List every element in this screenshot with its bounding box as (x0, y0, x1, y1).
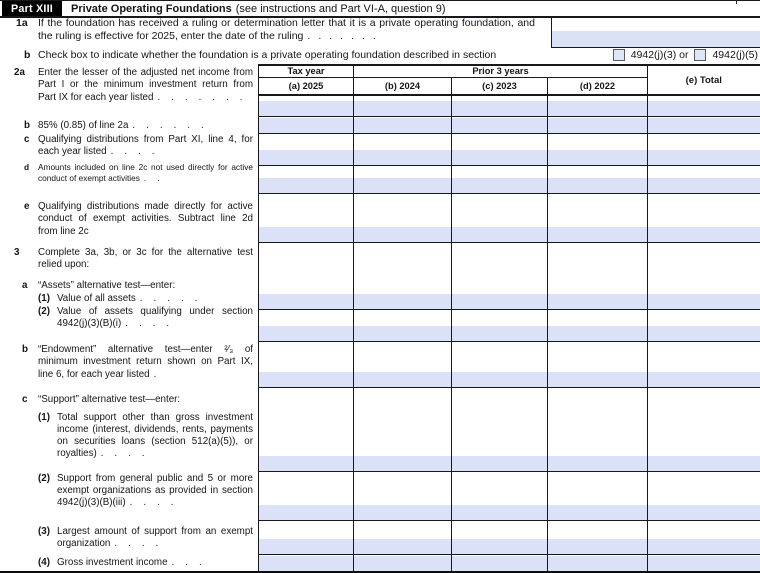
field-3c4-c[interactable] (452, 556, 547, 571)
cell-3c1-a (259, 388, 354, 471)
field-3a2-e[interactable] (648, 326, 760, 341)
cell-3a2-b (354, 310, 452, 341)
table-body (259, 96, 760, 572)
cell-2d-a (259, 166, 354, 193)
cell-3c3-c (452, 521, 548, 554)
checkbox-4942j3[interactable] (613, 49, 625, 61)
cell-3c2-c (452, 472, 548, 520)
cell-2a-a (259, 96, 354, 116)
cell-3c4-e (648, 555, 760, 571)
field-2d-d[interactable] (548, 178, 647, 193)
dot-leader: ....... (157, 91, 254, 103)
cell-2c-d (548, 134, 648, 165)
cell-2b-d (548, 117, 648, 133)
cell-2e-b (354, 194, 452, 242)
cell-2c-b (354, 134, 452, 165)
field-3b-d[interactable] (548, 372, 647, 387)
cell-3b-b (354, 342, 452, 387)
part-title: Private Operating Foundations (71, 2, 232, 15)
field-3c2-b[interactable] (354, 505, 451, 520)
row-num-3a: a (22, 280, 28, 291)
cell-3a1-e (648, 243, 760, 309)
col-header-tax-year: Tax year (259, 66, 354, 78)
field-3b-a[interactable] (259, 372, 353, 387)
field-2e-e[interactable] (648, 227, 760, 242)
cell-2b-e (648, 117, 760, 133)
field-2c-d[interactable] (548, 150, 647, 165)
field-3b-c[interactable] (452, 372, 547, 387)
cell-2b-b (354, 117, 452, 133)
cell-3a2-a (259, 310, 354, 341)
field-3c4-e[interactable] (648, 556, 760, 571)
col-header-d-2022: (d) 2022 (548, 78, 648, 95)
dot-leader: ..... (139, 293, 209, 304)
dot-leader: .... (125, 318, 181, 330)
field-2c-e[interactable] (648, 150, 760, 165)
operating-foundation-table (258, 64, 760, 572)
field-2a-e[interactable] (648, 101, 760, 116)
row-label-3b: b “Endowment” alternative test—enter ²⁄₃ of minimum investment return shown on Part IX, line 6, for each year listed . (22, 344, 253, 380)
field-2a-a[interactable] (259, 101, 353, 116)
cell-2a-d (548, 96, 648, 116)
col-header-e-total: (e) Total (685, 74, 722, 86)
dot-leader: ....... (307, 30, 384, 43)
field-3c3-a[interactable] (259, 539, 353, 554)
cell-2a-b (354, 96, 452, 116)
field-3c4-b[interactable] (354, 556, 451, 571)
dot-leader: .... (110, 146, 166, 158)
dot-leader: .... (100, 448, 156, 459)
cell-2a-c (452, 96, 548, 116)
row-num-3c3: (3) (38, 526, 50, 537)
section-checkbox-group (613, 49, 758, 61)
cell-3c2-e (648, 472, 760, 520)
part-header (2, 1, 760, 16)
cell-3b-a (259, 342, 354, 387)
field-3c2-e[interactable] (648, 505, 760, 520)
table-row-2e (259, 194, 760, 243)
dot-leader: ... (171, 557, 213, 568)
table-row-2a (259, 96, 760, 117)
row-num-3c: c (22, 394, 28, 405)
row-num-2d: d (24, 162, 30, 172)
cell-3c1-e (648, 388, 760, 471)
cell-3c3-b (354, 521, 452, 554)
field-2b-a[interactable] (259, 118, 353, 133)
table-row-3c2 (259, 472, 760, 521)
field-2b-b[interactable] (354, 118, 451, 133)
field-3c2-d[interactable] (548, 505, 647, 520)
table-row-3c4 (259, 555, 760, 572)
field-3c4-d[interactable] (548, 556, 647, 571)
field-2b-c[interactable] (452, 118, 547, 133)
cell-3a1-d (548, 243, 648, 309)
cell-2d-c (452, 166, 548, 193)
field-2a-d[interactable] (548, 101, 647, 116)
cell-2e-c (452, 194, 548, 242)
cell-3c4-c (452, 555, 548, 571)
cell-3c4-b (354, 555, 452, 571)
cell-2a-e (648, 96, 760, 116)
cell-2d-d (548, 166, 648, 193)
checkbox-4942j3-label: 4942(j)(3) or (630, 49, 689, 61)
cell-3a1-a (259, 243, 354, 309)
row-num-3b: b (22, 344, 28, 355)
cell-3c2-a (259, 472, 354, 520)
row-num-2e: e (24, 201, 30, 212)
cell-3c2-d (548, 472, 648, 520)
row-label-2e: e Qualifying distributions made directly for active conduct of exempt activities. Subtract line 2d from line 2c (24, 201, 253, 237)
cell-2c-c (452, 134, 548, 165)
field-3c2-a[interactable] (259, 505, 353, 520)
field-3c1-b[interactable] (354, 456, 451, 471)
cell-3a1-c (452, 243, 548, 309)
field-3c1-e[interactable] (648, 456, 760, 471)
line-1b-text: Check box to indicate whether the foundation is a private operating foundation described in section (38, 49, 497, 61)
field-3c3-c[interactable] (452, 539, 547, 554)
table-row-2c (259, 134, 760, 166)
field-3a2-c[interactable] (452, 326, 547, 341)
row-num-3c4: (4) (38, 557, 50, 568)
cell-3a1-b (354, 243, 452, 309)
cell-3c4-a (259, 555, 354, 571)
col-header-c-2023: (c) 2023 (452, 78, 548, 95)
checkbox-4942j5-label: 4942(j)(5) (712, 49, 758, 61)
dot-leader: . (153, 368, 168, 380)
row-num-2c: c (24, 134, 30, 145)
col-header-a-2025: (a) 2025 (259, 78, 354, 95)
dot-leader: .... (129, 497, 185, 508)
field-3a1-c[interactable] (452, 294, 547, 309)
cell-2d-e (648, 166, 760, 193)
part-badge: Part XIII (2, 1, 62, 16)
row-label-3c2: (2) Support from general public and 5 or more exempt organizations as provided in section 4942(j)(3)(B)(iii) .... (38, 473, 253, 508)
cell-2d-b (354, 166, 452, 193)
line-1a-text: If the foundation has received a ruling or determination letter that it is a private operating foundation, and the ruling is effective for 2025, enter the date of the ruling ....... (38, 17, 535, 43)
row-label-3a1: (1) Value of all assets ..... (38, 293, 209, 304)
cell-2b-c (452, 117, 548, 133)
field-2a-c[interactable] (452, 101, 547, 116)
col-header-b-2024: (b) 2024 (354, 78, 452, 95)
cell-2e-d (548, 194, 648, 242)
row-num-2a: 2a (14, 67, 25, 78)
cell-2b-a (259, 117, 354, 133)
cell-3c1-d (548, 388, 648, 471)
field-2c-b[interactable] (354, 150, 451, 165)
field-2b-e[interactable] (648, 118, 760, 133)
cell-2e-e (648, 194, 760, 242)
cell-3b-e (648, 342, 760, 387)
field-3b-e[interactable] (648, 372, 760, 387)
part-subtitle: (see instructions and Part VI-A, question 9) (235, 2, 446, 15)
date-of-ruling-box (551, 16, 760, 48)
dot-leader: .... (114, 538, 170, 550)
cell-3b-c (452, 342, 548, 387)
field-2c-a[interactable] (259, 150, 353, 165)
field-2c-c[interactable] (452, 150, 547, 165)
cell-3c1-c (452, 388, 548, 471)
row-label-3c: c “Support” alternative test—enter: (22, 394, 181, 405)
row-num-3c2: (2) (38, 473, 50, 484)
field-3a1-d[interactable] (548, 294, 647, 309)
row-num-3a2: (2) (38, 306, 50, 317)
cell-3c4-d (548, 555, 648, 571)
field-2d-a[interactable] (259, 178, 353, 193)
cell-3a2-e (648, 310, 760, 341)
dot-leader: ...... (132, 120, 215, 131)
table-row-3c1 (259, 388, 760, 472)
cell-3c3-e (648, 521, 760, 554)
row-label-3a2: (2) Value of assets qualifying under section 4942(j)(3)(B)(i) .... (38, 306, 253, 330)
field-3c1-d[interactable] (548, 456, 647, 471)
line-1a (16, 17, 535, 44)
table-header (259, 66, 760, 96)
row-num-3: 3 (14, 247, 20, 258)
row-num-2b: b (24, 120, 30, 131)
field-2d-b[interactable] (354, 178, 451, 193)
field-3a2-b[interactable] (354, 326, 451, 341)
row-label-3c3: (3) Largest amount of support from an exempt organization .... (38, 526, 253, 550)
table-row-3b (259, 342, 760, 388)
row-label-2a: 2a Enter the lesser of the adjusted net income from Part I or the minimum investment return from Part IX for each year listed ....... (14, 67, 254, 103)
col-header-prior-3-years: Prior 3 years (354, 66, 648, 78)
field-2e-c[interactable] (452, 227, 547, 242)
cell-3c1-b (354, 388, 452, 471)
field-2e-d[interactable] (548, 227, 647, 242)
row-num-3a1: (1) (38, 293, 50, 304)
line-1b-num: b (24, 49, 31, 61)
field-3a1-a[interactable] (259, 294, 353, 309)
row-label-3a: a “Assets” alternative test—enter: (22, 280, 176, 291)
table-row-3c3 (259, 521, 760, 555)
table-row-3a1 (259, 243, 760, 310)
field-3a1-e[interactable] (648, 294, 760, 309)
cell-3c3-a (259, 521, 354, 554)
field-2a-b[interactable] (354, 101, 451, 116)
table-row-3a2 (259, 310, 760, 342)
cell-3a2-c (452, 310, 548, 341)
field-3c2-c[interactable] (452, 505, 547, 520)
dot-leader: .. (143, 172, 171, 183)
field-3c1-a[interactable] (259, 456, 353, 471)
row-label-3c4: (4) Gross investment income ... (38, 557, 213, 568)
field-2d-c[interactable] (452, 178, 547, 193)
field-2e-b[interactable] (354, 227, 451, 242)
table-row-2d (259, 166, 760, 194)
field-3c3-e[interactable] (648, 539, 760, 554)
line-1b (24, 48, 758, 62)
cell-3a2-d (548, 310, 648, 341)
field-3c4-a[interactable] (259, 556, 353, 571)
row-label-3: 3 Complete 3a, 3b, or 3c for the alternative test relied upon: (14, 247, 253, 271)
field-2d-e[interactable] (648, 178, 760, 193)
field-3a2-a[interactable] (259, 326, 353, 341)
cell-3b-d (548, 342, 648, 387)
row-label-2c: c Qualifying distributions from Part XI, line 4, for each year listed .... (24, 134, 253, 158)
cell-3c3-d (548, 521, 648, 554)
field-3c1-c[interactable] (452, 456, 547, 471)
date-of-ruling-field[interactable] (552, 31, 760, 47)
cell-3c2-b (354, 472, 452, 520)
cell-2c-a (259, 134, 354, 165)
field-3c3-b[interactable] (354, 539, 451, 554)
field-3a1-b[interactable] (354, 294, 451, 309)
row-label-2b: b 85% (0.85) of line 2a ...... (24, 120, 215, 131)
line-1a-num: 1a (16, 17, 28, 29)
field-3b-b[interactable] (354, 372, 451, 387)
field-3a2-d[interactable] (548, 326, 647, 341)
cell-2c-e (648, 134, 760, 165)
field-2b-d[interactable] (548, 118, 647, 133)
field-2e-a[interactable] (259, 227, 353, 242)
table-row-2b (259, 117, 760, 134)
row-label-2d: d Amounts included on line 2c not used directly for active conduct of exempt activities .. (24, 162, 253, 183)
cell-2e-a (259, 194, 354, 242)
field-3c3-d[interactable] (548, 539, 647, 554)
row-num-3c1: (1) (38, 412, 50, 423)
row-label-3c1: (1) Total support other than gross investment income (interest, dividends, rents, payments on securities loans (section 512(a)(5)), or royalties) .... (38, 412, 253, 459)
checkbox-4942j5[interactable] (694, 49, 706, 61)
